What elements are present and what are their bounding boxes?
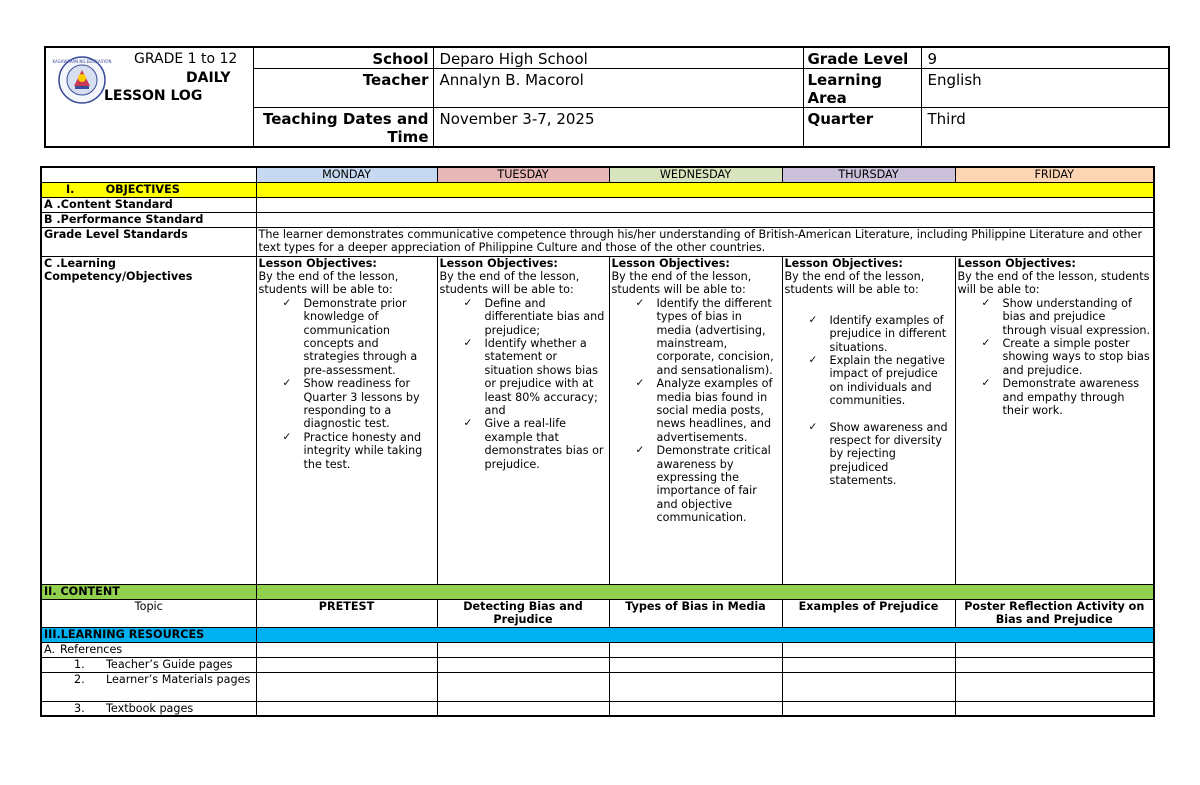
list-item: ✓ Show awareness and respect for diversity by rejecting prejudiced statements. (809, 421, 953, 488)
list-item: ✓ Demonstrate critical awareness by expressing the importance of fair and objective communication. (636, 444, 780, 524)
teacher-guide-row (41, 657, 1154, 672)
grade-level-standards-row (41, 227, 1154, 256)
objectives-row (41, 182, 1154, 197)
friday-objectives (955, 256, 1154, 584)
tuesday-list (440, 297, 607, 471)
textbook-label (41, 701, 256, 716)
textbook-text: Textbook pages (106, 701, 194, 715)
teacher-guide-num: 1. (74, 657, 85, 671)
learning-area-value: English (921, 69, 1169, 108)
topic-monday: PRETEST (256, 599, 437, 627)
teacher-label: Teacher (253, 69, 433, 108)
references-row (41, 642, 1154, 657)
content-standard-row (41, 197, 1154, 212)
teacher-guide-label (41, 657, 256, 672)
title-cell (45, 47, 253, 147)
learner-materials-text: Learner’s Materials pages (106, 672, 251, 686)
wednesday-list (612, 297, 780, 525)
textbook-row (41, 701, 1154, 716)
teaching-dates-value: November 3-7, 2025 (433, 108, 803, 148)
topic-wednesday: Types of Bias in Media (609, 599, 782, 627)
monday-intro: By the end of the lesson, students will be able to: (258, 269, 399, 297)
grade-level-standards-label: Grade Level Standards (41, 227, 256, 256)
list-item: ✓ Show readiness for Quarter 3 lessons by responding to a diagnostic test. (283, 377, 435, 431)
day-tuesday: TUESDAY (437, 167, 609, 182)
title-grade: GRADE 1 to 12 (134, 51, 238, 67)
monday-objectives (256, 256, 437, 584)
deped-seal-icon (52, 56, 112, 104)
learner-materials-num: 2. (74, 672, 85, 686)
teacher-value: Annalyn B. Macorol (433, 69, 803, 108)
learning-area-label: Learning Area (803, 69, 921, 108)
grade-level-standards-text: The learner demonstrates communicative competence through his/her understanding of British-American Literature, including Philippine Literature and other text types for a deeper appreciation of Philippine Culture and those of the other countries. (256, 227, 1154, 256)
list-item: ✓ Give a real-life example that demonstrates bias or prejudice. (464, 417, 607, 471)
wednesday-heading: Lesson Objectives: (611, 256, 730, 270)
content-standard-label: A .Content Standard (41, 197, 256, 212)
tuesday-objectives (437, 256, 609, 584)
list-item: ✓ Practice honesty and integrity while taking the test. (283, 431, 435, 471)
references-text: References (60, 642, 123, 656)
school-label: School (253, 47, 433, 69)
friday-heading: Lesson Objectives: (957, 256, 1076, 270)
teacher-guide-text: Teacher’s Guide pages (106, 657, 233, 671)
list-item: ✓ Demonstrate awareness and empathy through their work. (982, 377, 1152, 417)
day-thursday: THURSDAY (782, 167, 955, 182)
learning-competency-row (41, 256, 1154, 584)
wednesday-objectives (609, 256, 782, 584)
references-num: A. (44, 642, 56, 656)
day-wednesday: WEDNESDAY (609, 167, 782, 182)
topic-tuesday: Detecting Bias and Prejudice (437, 599, 609, 627)
learner-materials-row (41, 672, 1154, 701)
list-item: ✓ Create a simple poster showing ways to stop bias and prejudice. (982, 337, 1152, 377)
day-monday: MONDAY (256, 167, 437, 182)
learner-materials-label (41, 672, 256, 701)
lesson-log-table (40, 166, 1155, 717)
thursday-objectives (782, 256, 955, 584)
title-lesson-log: LESSON LOG (104, 88, 203, 104)
references-label (41, 642, 256, 657)
resources-label: III.LEARNING RESOURCES (41, 627, 256, 642)
tuesday-heading: Lesson Objectives: (439, 256, 558, 270)
wednesday-intro: By the end of the lesson, students will be able to: (611, 269, 752, 297)
list-item: ✓ Identify examples of prejudice in different situations. (809, 314, 953, 354)
topic-row (41, 599, 1154, 627)
school-value: Deparo High School (433, 47, 803, 69)
quarter-label: Quarter (803, 108, 921, 148)
thursday-heading: Lesson Objectives: (784, 256, 903, 270)
friday-list (958, 297, 1152, 418)
list-item: ✓ Show understanding of bias and prejudice through visual expression. (982, 297, 1152, 337)
list-item: ✓ Analyze examples of media bias found in social media posts, news headlines, and advertisements. (636, 377, 780, 444)
quarter-value: Third (921, 108, 1169, 148)
list-item: ✓ Identify whether a statement or situation shows bias or prejudice with at least 80% accuracy; and (464, 337, 607, 417)
days-row (41, 167, 1154, 182)
header-table (44, 46, 1170, 148)
content-row (41, 584, 1154, 599)
thursday-intro: By the end of the lesson, students will be able to: (784, 269, 925, 297)
topic-thursday: Examples of Prejudice (782, 599, 955, 627)
resources-row (41, 627, 1154, 642)
list-item: ✓ Demonstrate prior knowledge of communication concepts and strategies through a pre-assessment. (283, 297, 435, 377)
friday-intro: By the end of the lesson, students will be able to: (957, 269, 1150, 297)
performance-standard-row (41, 212, 1154, 227)
objectives-label: I. OBJECTIVES (41, 182, 256, 197)
monday-heading: Lesson Objectives: (258, 256, 377, 270)
day-friday: FRIDAY (955, 167, 1154, 182)
tuesday-intro: By the end of the lesson, students will be able to: (439, 269, 580, 297)
thursday-list (785, 314, 953, 488)
teaching-dates-label: Teaching Dates and Time (253, 108, 433, 148)
list-item: ✓ Define and differentiate bias and prejudice; (464, 297, 607, 337)
learning-competency-label: C .Learning Competency/Objectives (41, 256, 256, 584)
list-item: ✓ Identify the different types of bias in media (advertising, mainstream, corporate, concision, and sensationalism). (636, 297, 780, 377)
logo-text: KAGAWARAN NG EDUKASYON (52, 59, 112, 64)
textbook-num: 3. (74, 701, 85, 715)
title-daily: DAILY (186, 70, 231, 86)
grade-level-value: 9 (921, 47, 1169, 69)
topic-friday: Poster Reflection Activity on Bias and Prejudice (955, 599, 1154, 627)
content-label: II. CONTENT (41, 584, 256, 599)
grade-level-label: Grade Level (803, 47, 921, 69)
monday-list (259, 297, 435, 471)
list-item: ✓ Explain the negative impact of prejudice on individuals and communities. (809, 354, 953, 408)
topic-label: Topic (41, 599, 256, 627)
performance-standard-label: B .Performance Standard (41, 212, 256, 227)
